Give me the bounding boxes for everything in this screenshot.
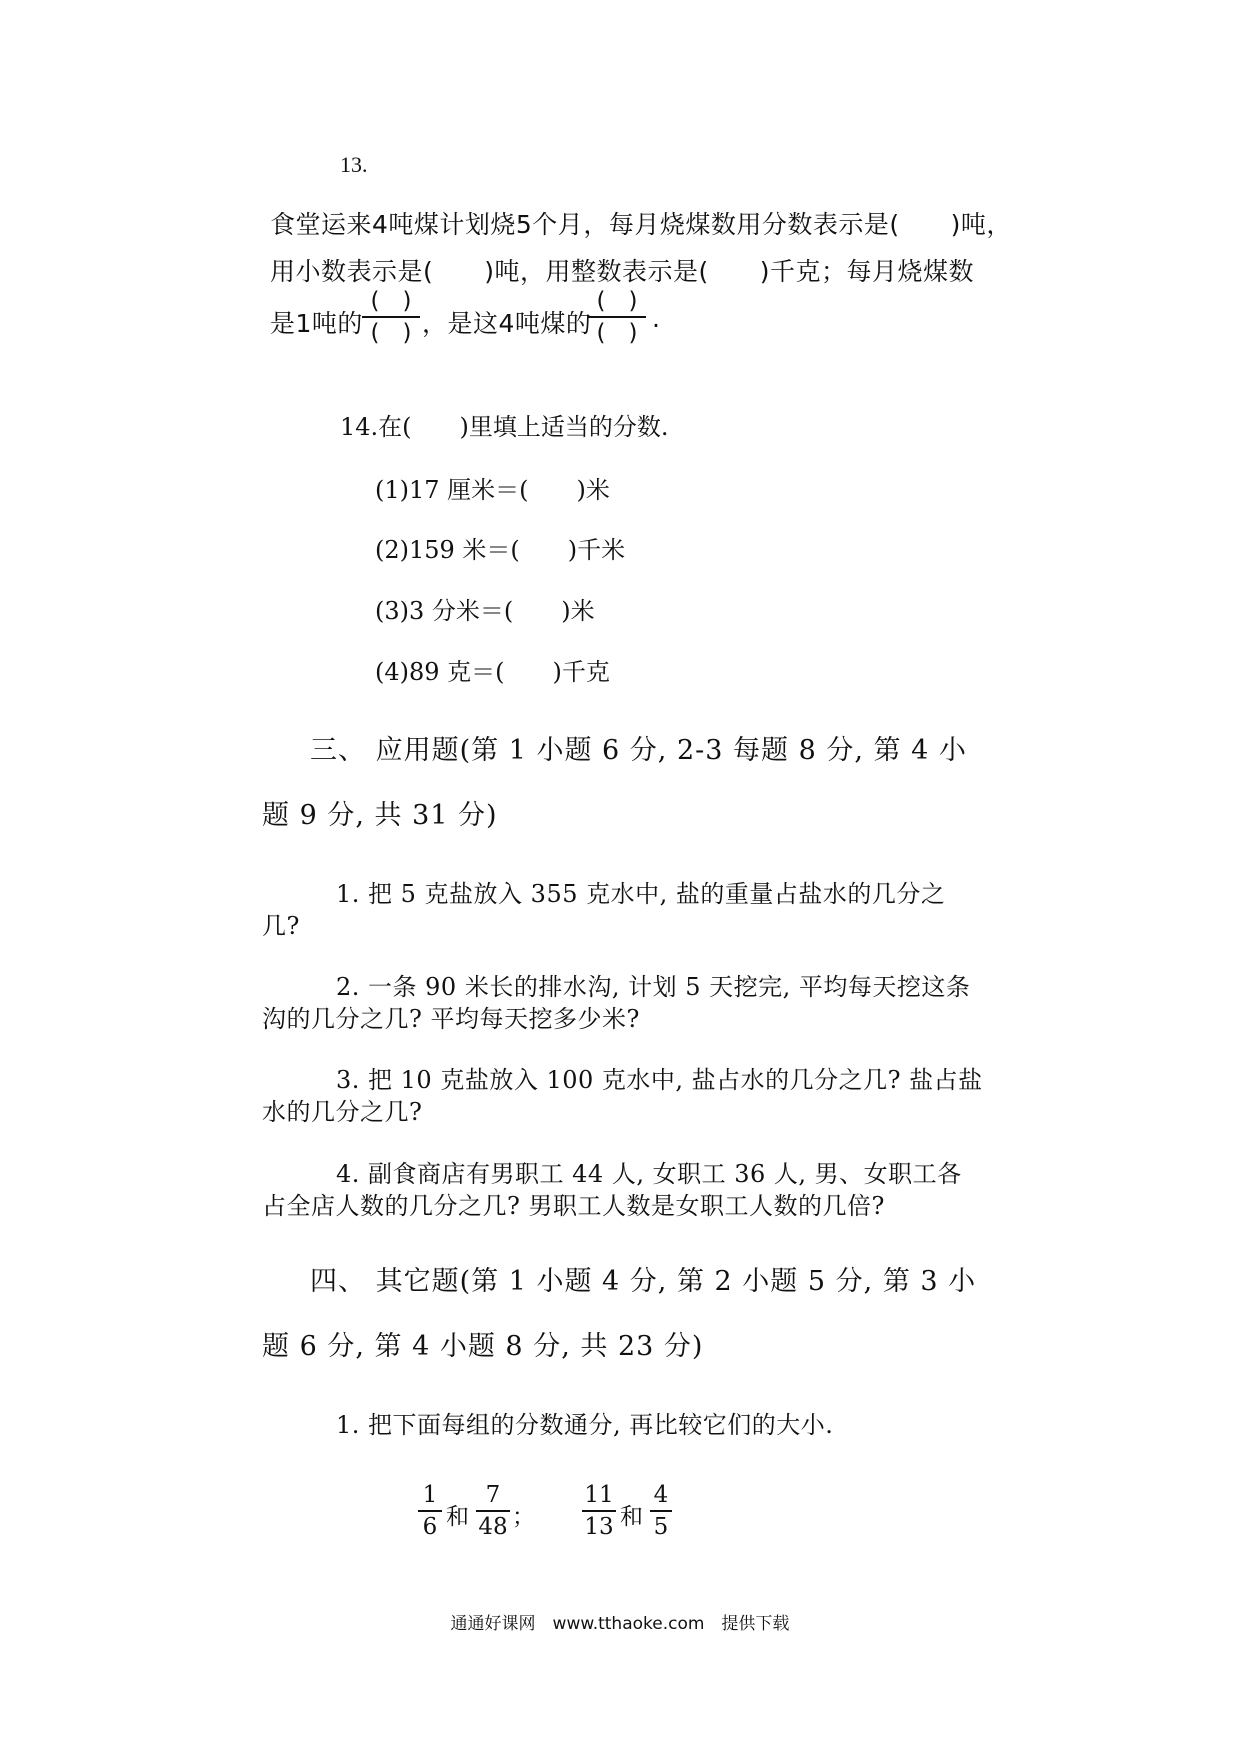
section-3-problem-2-line-2: 沟的几分之几? 平均每天挖多少米? [262,1005,640,1033]
section-3-problem-4-line-1: 4. 副食商店有男职工 44 人, 女职工 36 人, 男、女职工各 [336,1160,962,1188]
fraction-bar [650,1510,672,1512]
question-14-item-2: (2)159 米＝( )千米 [375,536,626,564]
fraction-denominator: 13 [584,1514,614,1540]
fraction-bar [362,316,420,318]
section-3-heading-line-2: 题 9 分, 共 31 分) [262,800,498,831]
fraction-denominator: 6 [422,1514,438,1540]
section-3-problem-1-line-2: 几? [262,912,300,940]
fraction-numerator: 1 [422,1482,438,1508]
section-3-problem-4-line-2: 占全店人数的几分之几? 男职工人数是女职工人数的几倍? [262,1192,885,1220]
separator-semicolon: ； [512,1504,535,1530]
section-4-heading-line-1: 四、 其它题(第 1 小题 4 分, 第 2 小题 5 分, 第 3 小 [310,1266,977,1297]
section-3-problem-2-line-1: 2. 一条 90 米长的排水沟, 计划 5 天挖完, 平均每天挖这条 [336,973,971,1001]
section-3-problem-1-line-1: 1. 把 5 克盐放入 355 克水中, 盐的重量占盐水的几分之 [336,880,946,908]
fraction-one-sixth [418,1482,442,1540]
question-13-line-3b: ，是这4吨煤的 [422,309,592,338]
fraction-denominator-blank: ( ) [370,320,412,346]
question-14-item-4: (4)89 克＝( )千克 [375,658,610,686]
section-3-heading-line-1: 三、 应用题(第 1 小题 6 分, 2-3 每题 8 分, 第 4 小 [310,735,967,766]
fraction-four-fifths [650,1482,672,1540]
section-3-problem-3-line-1: 3. 把 10 克盐放入 100 克水中, 盐占水的几分之几? 盐占盐 [336,1066,983,1094]
question-14-item-3: (3)3 分米＝( )米 [375,597,595,625]
fraction-bar [476,1510,510,1512]
conjunction-he: 和 [446,1504,469,1530]
question-13-fraction-2 [588,287,646,347]
conjunction-he: 和 [620,1504,643,1530]
fraction-bar [582,1510,616,1512]
fraction-numerator-blank: ( ) [370,288,412,314]
fraction-numerator: 4 [653,1482,669,1508]
section-4-heading-line-2: 题 6 分, 第 4 小题 8 分, 共 23 分) [262,1331,704,1362]
fraction-numerator: 11 [584,1482,614,1508]
fraction-eleven-thirteenths [582,1482,616,1540]
question-13-line-1: 食堂运来4吨煤计划烧5个月，每月烧煤数用分数表示是( )吨， [270,210,1012,239]
fraction-denominator: 5 [653,1514,669,1540]
page-footer: 通通好课网 www.tthaoke.com 提供下载 [450,1614,790,1634]
question-14-item-1: (1)17 厘米＝( )米 [375,476,610,504]
question-13-number: 13. [340,152,368,177]
fraction-denominator-blank: ( ) [596,320,638,346]
section-3-problem-3-line-2: 水的几分之几? [262,1098,423,1126]
fraction-numerator-blank: ( ) [596,288,638,314]
fraction-bar [588,316,646,318]
fraction-denominator: 48 [478,1514,508,1540]
fraction-numerator: 7 [485,1482,501,1508]
fraction-bar [418,1510,442,1512]
section-4-problem-1: 1. 把下面每组的分数通分, 再比较它们的大小. [336,1411,834,1439]
question-13-line-2: 用小数表示是( )吨，用整数表示是( )千克；每月烧煤数 [270,257,975,286]
question-13-period: . [652,304,661,333]
question-13-line-3a: 是1吨的 [270,309,363,338]
fraction-seven-forty-eighths [476,1482,510,1540]
question-14-heading: 14.在( )里填上适当的分数. [340,413,669,441]
question-13-fraction-1 [362,287,420,347]
